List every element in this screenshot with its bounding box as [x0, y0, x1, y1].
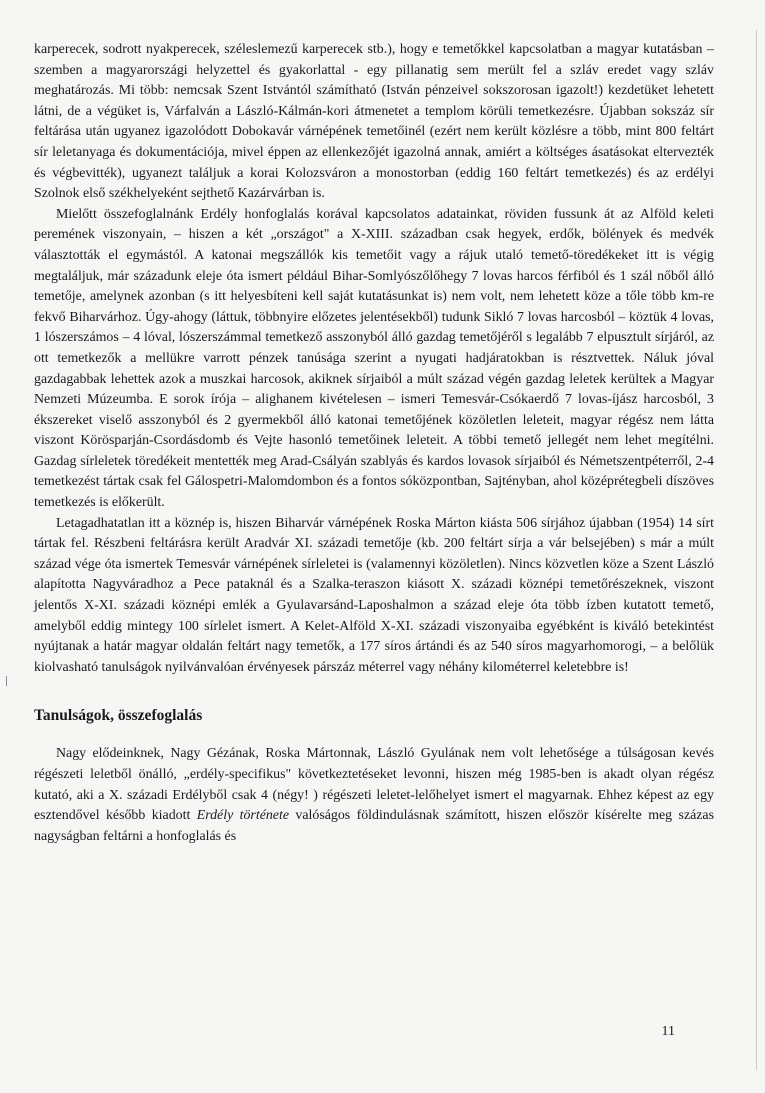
- page-content: [34, 40, 714, 847]
- book-title-italic: Erdély története: [196, 808, 290, 824]
- paragraph-1: karperecek, sodrott nyakperecek, széleslemezű karperecek stb.), hogy e temetőkkel kapcsolatban a magyar kutatásban – szemben a magyarországi helyzettel és gyakorlattal - egy pillanatig sem merült fel a szláv eredet vagy szláv meghatározás. Mi több: nemcsak Szent Istvántól számítható (István pénzeivel sokszorosan igazolt!) kezdetüket lehetett látni, de a végüket is, Várfalván a László-Kálmán-kori átmenetet a templom körüli temetkezésre. Újabban sokszáz sír feltárása után ugyanez igazolódott Dobokavár várnépének temetőinél (ezért nem került közlésre a több, mint 800 feltárt sír leletanyaga és dokumentációja, mivel éppen az ellenkezőjét igazolná annak, amiért a költséges ásatásokat eltervezték és végbevitték), ugyanezt találjuk a korai Kolozsváron a monostorban (eddig 160 feltárt temetkezés) és az erdélyi Szolnok első székhelyeként sejthető Kazárvárban is.: [34, 42, 714, 202]
- paragraph-2: Mielőtt összefoglalnánk Erdély honfoglalás korával kapcsolatos adatainkat, röviden fussunk át az Alföld keleti peremének viszonyain, – hiszen a két „országot" a X-XIII. században csak hegyek, erdők, bölények és medvék választották el egymástól. A katonai megszállók kis temetőit vagy a rájuk utaló temető-töredékeket itt is végig megtaláljuk, már századunk eleje óta ismert például Bihar-Somlyószőlőhegy 7 lovas harcos férfiból és 1 szál nőből álló temetője, amelynek azonban (s itt helyesbíteni kell saját kutatásunkat is) nem volt, nem lehetett köze a tőle több km-re fekvő Biharvárhoz. Úgy-ahogy (láttuk, többnyire előzetes jelentésekből) tudunk Sikló 7 lovas harcosból – köztük 4 lovas, 1 lószerszámos – 4 lóval, lószerszámmal temetkező asszonyból álló gazdag temetőjéről s legalább 7 elpusztult sírjáról, az ott temetkezők a mellükre varrott pénzek tanúsága szerint a nyugati hadjáratokban is résztvettek. Náluk jóval gazdagabbak lehettek azok a muszkai harcosok, akiknek sírjaiból a múlt század végén gazdag leletek kerültek a Magyar Nemzeti Múzeumba. E sorok írója – alighanem kivételesen – ismeri Temesvár-Csókaerdő 7 lovas-íjász harcosból, 3 ékszereket viselő asszonyból és 2 gyermekből álló katonai temetőjének közöletlen leleteit, magyar régész nem látta viszont Körösparján-Csordásdomb és Vejte hasonló temetőinek leleteit. A többi temető jellegét nem lehet megítélni. Gazdag sírleletek töredékeit mentették meg Arad-Csályán szablyás és kardos lovasok sírjaiból és Németszentpéterről, 2-4 temetkezést tártak csak fel Gálospetri-Malomdombon és a fontos sóközpontban, Sajtényban, ahol középrétegbeli díszöves temetkezés is előkerült.: [34, 206, 714, 511]
- paragraph-4: [34, 744, 714, 847]
- page-number: 11: [661, 1024, 675, 1039]
- page-edge-line: [756, 30, 757, 1070]
- paragraph-4-text-a: Nagy elődeinknek, Nagy Gézának, Roska Mártonnak, László Gyulának nem volt lehetősége a túlságosan kevés régészeti leletből önálló, „erdély-specifikus" következtetéseket levonni, hiszen még 1985-ben is akadt olyan régész kutató, aki a X. századi Erdélyből csak 4 (négy! ) régészeti leletet-lelőhelyet ismert el magyarnak. Ehhez képest az egy esztendővel később kiadott: [34, 746, 714, 824]
- margin-mark: [6, 676, 7, 686]
- paragraph-4-text-b: valóságos földindulásnak számított, hiszen először kísérelte meg százas nagyságban feltárni a honfoglalás és: [34, 808, 715, 844]
- section-heading: Tanulságok, összefoglalás: [34, 707, 203, 725]
- paragraph-3: Letagadhatatlan itt a köznép is, hiszen Biharvár várnépének Roska Márton kiásta 506 sírjához újabban (1954) 14 sírt tártak fel. Részbeni feltárásra került Aradvár XI. századi temetője (kb. 200 feltárt sírja a vár belsejében) s már a múlt század vége óta ismertek Temesvár várnépének sírleletei is (valamennyi közöletlen). Nincs közvetlen köze a Szent László alapította Nagyváradhoz a Pece pataknál és a Szalka-teraszon kiásott X. századi köznépi temetőrészeknek, viszont jelentős X-XI. századi köznépi emlék a Gyulavarsánd-Laposhalmon a század eleje óta több ízben kutatott temető, amelyből eddig mintegy 100 sírlelet ismert. A Kelet-Alföld X-XI. századi viszonyaiba egyébként is kiváló betekintést nyújtanak a határ magyar oldalán feltárt nagy temetők, a 177 síros ártándi és az 540 síros magyarhomorogi, – a belőlük kiolvasható tanulságok nyilvánvalóan érvényesek párszáz méterrel vagy néhány kilométerrel keletebbre is!: [34, 515, 714, 675]
